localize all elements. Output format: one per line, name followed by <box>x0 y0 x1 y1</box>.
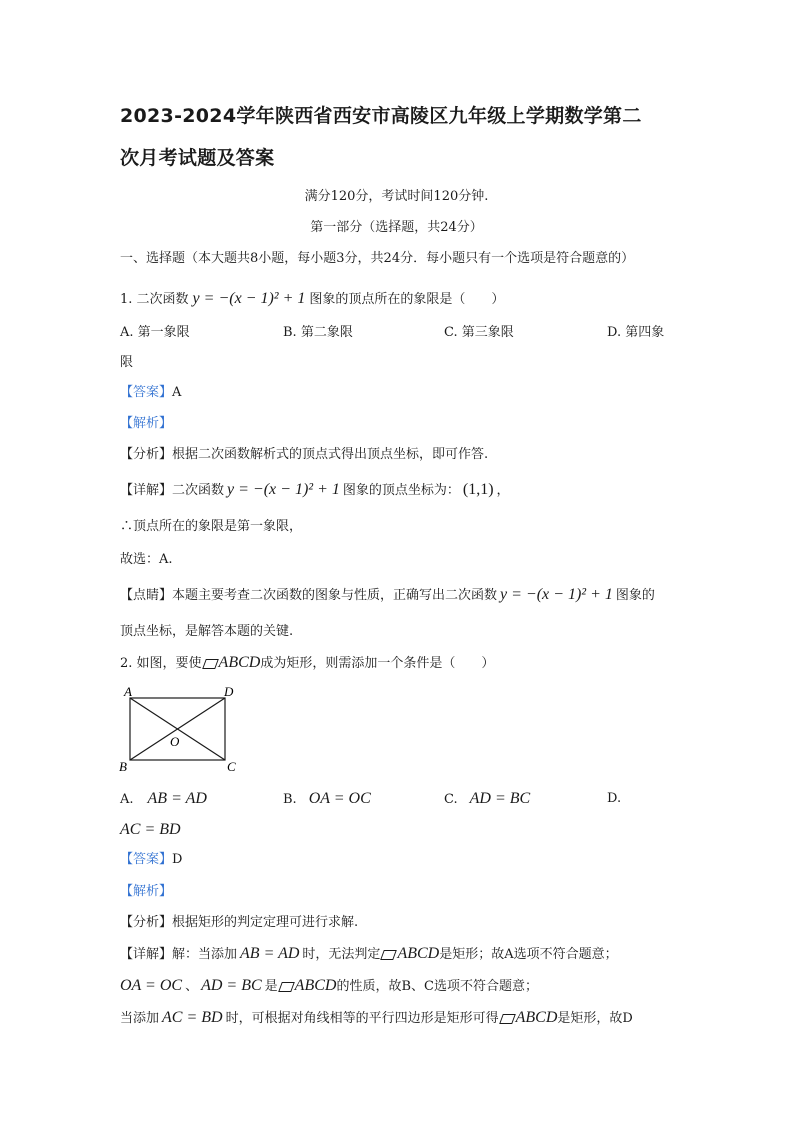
q2-detail-line-1 <box>120 945 618 964</box>
question-2-suffix: 成为矩形，则需添加一个条件是（ ） <box>260 656 495 671</box>
q2-detail-line-3 <box>120 1009 633 1028</box>
q2-option-d-value: AC = BD <box>120 821 181 838</box>
q1-analysis-tag: 【解析】 <box>120 416 173 431</box>
parallelogram-icon <box>499 1014 516 1024</box>
q1-option-d-wrap: 限 <box>120 355 134 370</box>
q2-answer-value: D <box>172 852 183 867</box>
q2-line3-figure: ABCD <box>515 1009 558 1026</box>
q2-answer <box>120 851 182 869</box>
q1-option-b: B. 第二象限 <box>283 325 353 340</box>
q1-choice: 故选：A. <box>120 552 173 567</box>
q1-comment-cont: 顶点坐标，是解答本题的关键. <box>120 624 294 639</box>
q2-line3-a: 当添加 <box>120 1011 160 1026</box>
q2-fenxi <box>120 914 358 932</box>
center-label-o: O <box>170 734 180 749</box>
q2-line2-figure: ABCD <box>294 977 337 994</box>
q2-line2-a: 、 <box>185 979 199 994</box>
answer-tag: 【答案】 <box>120 385 173 400</box>
vertex-label-d: D <box>224 684 234 699</box>
document-title-line-2: 次月考试题及答案 <box>120 147 275 169</box>
q2-detail-c: 是矩形；故A选项不符合题意； <box>439 947 618 962</box>
q2-option-c-letter: C. <box>444 792 458 807</box>
q2-line2-math-1: OA = OC <box>120 977 183 994</box>
fenxi-tag: 【分析】 <box>120 915 173 930</box>
q2-detail-b: 时，无法判定 <box>302 947 381 962</box>
question-1-number: 1. 二次函数 <box>120 292 189 307</box>
q2-line3-c: 是矩形，故D <box>557 1011 633 1026</box>
parallelogram-icon <box>278 982 295 992</box>
detail-tag: 【详解】 <box>120 483 173 498</box>
q2-option-c-math: AD = BC <box>469 790 531 807</box>
detail-tag: 【详解】 <box>120 947 173 962</box>
q2-option-a-letter: A. <box>120 792 134 807</box>
q1-vertex-point: (1,1) <box>462 481 494 498</box>
q1-fenxi-text: 根据二次函数解析式的顶点式得出顶点坐标，即可作答. <box>172 447 489 462</box>
vertex-label-a: A <box>124 684 132 699</box>
document-title-line-1: 2023-2024学年陕西省西安市高陵区九年级上学期数学第二 <box>120 105 642 127</box>
parallelogram-icon <box>202 659 219 669</box>
q1-detail <box>120 481 510 500</box>
q1-option-d: D. 第四象 <box>607 325 665 340</box>
q2-option-b <box>283 790 371 809</box>
fenxi-tag: 【分析】 <box>120 447 173 462</box>
q1-comment-text-a: 本题主要考查二次函数的图象与性质，正确写出二次函数 <box>172 588 498 603</box>
q1-option-c: C. 第三象限 <box>444 325 514 340</box>
q2-detail-line-2 <box>120 977 538 996</box>
q1-detail-text-b: 图象的顶点坐标为： <box>342 483 460 498</box>
q2-detail-figure: ABCD <box>397 945 440 962</box>
part-heading: 第一部分（选择题，共24分） <box>310 220 483 235</box>
q1-comment-text-b: 图象的 <box>615 588 655 603</box>
q2-option-d: D. <box>607 791 622 806</box>
q2-detail-math-1: AB = AD <box>240 945 300 962</box>
q1-detail-formula: y = −(x − 1)² + 1 <box>227 481 340 498</box>
q1-fenxi <box>120 446 488 464</box>
q2-line3-math: AC = BD <box>162 1009 223 1026</box>
q1-option-a: A. 第一象限 <box>120 325 190 340</box>
q1-conclusion: ∴顶点所在的象限是第一象限， <box>120 519 303 534</box>
q2-line2-math-2: AD = BC <box>201 977 262 994</box>
q2-line2-c: 的性质，故B、C选项不符合题意； <box>336 979 538 994</box>
q2-line3-b: 时，可根据对角线相等的平行四边形是矩形可得 <box>225 1011 499 1026</box>
question-2-number: 2. 如图，要使 <box>120 656 202 671</box>
comment-tag: 【点睛】 <box>120 588 173 603</box>
vertex-label-b: B <box>119 759 127 774</box>
q1-comment-formula: y = −(x − 1)² + 1 <box>500 586 613 603</box>
score-info: 满分120分，考试时间120分钟. <box>304 189 489 204</box>
q2-analysis-tag: 【解析】 <box>120 884 173 899</box>
vertex-label-c: C <box>227 759 236 774</box>
q1-detail-text-a: 二次函数 <box>172 483 225 498</box>
question-1-stem <box>120 290 504 309</box>
answer-tag: 【答案】 <box>120 852 173 867</box>
question-1-formula: y = −(x − 1)² + 1 <box>192 290 306 307</box>
q2-option-a <box>120 790 207 809</box>
q1-answer-value: A <box>172 385 182 400</box>
q2-option-b-letter: B. <box>283 792 297 807</box>
q1-comment <box>120 586 655 605</box>
section-heading: 一、选择题（本大题共8小题，每小题3分，共24分．每小题只有一个选项是符合题意的） <box>120 251 635 266</box>
q2-option-d-math <box>120 821 181 840</box>
q2-option-a-math: AB = AD <box>147 790 207 807</box>
question-1-suffix: 图象的顶点所在的象限是（ ） <box>309 292 505 307</box>
q2-option-c <box>444 790 530 809</box>
q2-option-b-math: OA = OC <box>308 790 371 807</box>
q2-detail-a: 解：当添加 <box>172 947 238 962</box>
q1-detail-text-c: ， <box>496 483 510 498</box>
q2-line2-b: 是 <box>264 979 278 994</box>
question-2-figure-name: ABCD <box>218 654 261 671</box>
q2-fenxi-text: 根据矩形的判定定理可进行求解. <box>172 915 359 930</box>
rectangle-figure <box>117 684 242 776</box>
parallelogram-icon <box>381 950 398 960</box>
q1-answer <box>120 384 181 402</box>
question-2-stem <box>120 654 494 673</box>
